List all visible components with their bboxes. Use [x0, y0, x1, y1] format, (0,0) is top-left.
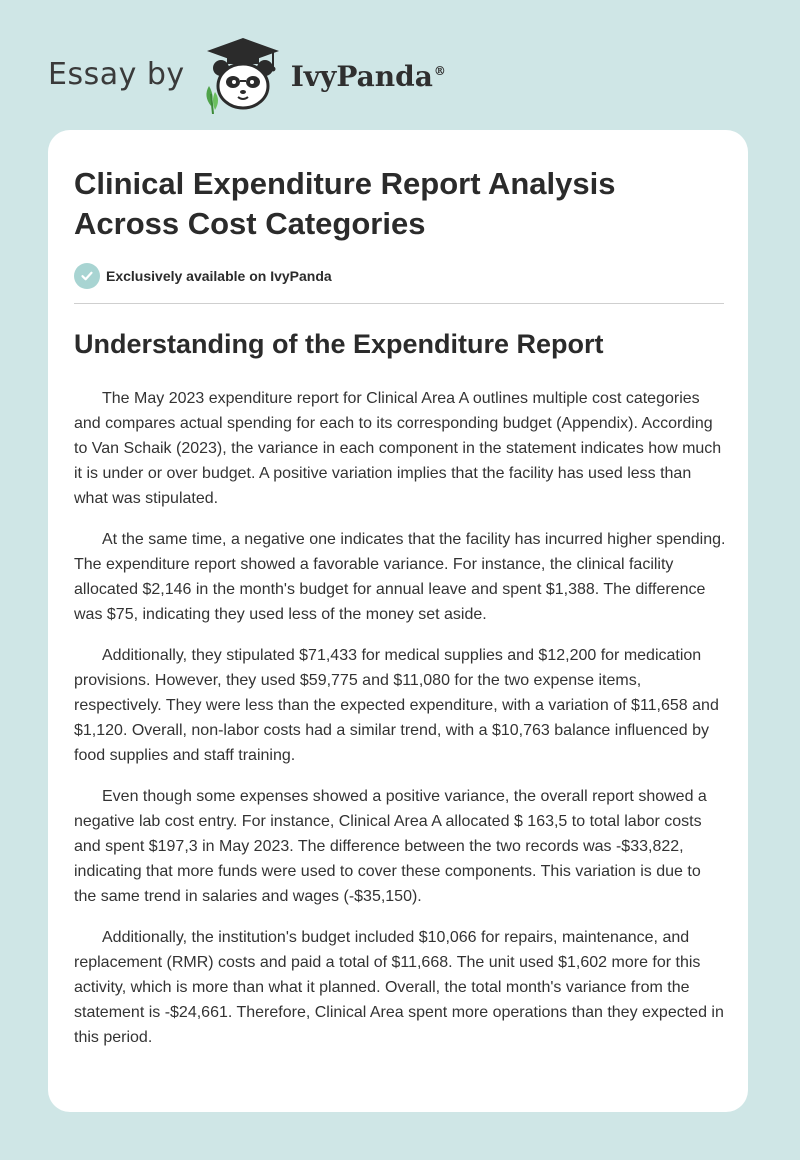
exclusive-badge	[74, 263, 332, 289]
check-icon	[74, 263, 100, 289]
site-header	[48, 34, 446, 114]
page-title: Clinical Expenditure Report Analysis Across Cost Categories	[74, 166, 616, 241]
brand-text: IvyPanda	[290, 59, 433, 93]
section-heading: Understanding of the Expenditure Report	[74, 329, 604, 359]
article-card	[48, 130, 748, 1112]
paragraph: Even though some expenses showed a positive variance, the overall report showed a negative lab cost entry. For instance, Clinical Area A allocated $ 163,5 to total labor costs and spent $197,3 in May 2023. The difference between the two records was -$33,822, indicating that more funds were used to cover these components. This variation is due to the same trend in salaries and wages (-$35,150).	[74, 788, 707, 905]
paragraph: The May 2023 expenditure report for Clinical Area A outlines multiple cost categories and compares actual spending for each to its corresponding budget (Appendix). According to Van Schaik (2023), the variance in each component in the statement indicates how much it is under or over budget. A positive variation implies that the facility has used less than what was stipulated.	[74, 390, 722, 507]
article-body	[74, 386, 726, 1066]
paragraph: Additionally, they stipulated $71,433 for medical supplies and $12,200 for medication provisions. However, they used $59,775 and $11,080 for the two expense items, respectively. They were less than the expected expenditure, with a variation of $11,658 and $1,120. Overall, non-labor costs had a similar trend, with a $10,763 balance influenced by food supplies and staff training.	[74, 647, 719, 764]
essay-by-label: Essay by	[48, 56, 185, 92]
exclusive-badge-label: Exclusively available on IvyPanda	[106, 268, 332, 284]
paragraph: Additionally, the institution's budget included $10,066 for repairs, maintenance, and replacement (RMR) costs and paid a total of $11,668. The unit used $1,602 more for this activity, which is more than what it planned. Overall, the total month's variance from the statement is -$24,661. Therefore, Clinical Area spent more operations than they expected in this period.	[74, 929, 724, 1046]
paragraph: At the same time, a negative one indicates that the facility has incurred higher spending. The expenditure report showed a favorable variance. For instance, the clinical facility allocated $2,146 in the month's budget for annual leave and spent $1,388. The difference was $75, indicating they used less of the money set aside.	[74, 531, 726, 623]
brand-name[interactable]	[291, 60, 446, 93]
divider	[74, 303, 724, 304]
registered-mark: ®	[433, 64, 446, 79]
panda-logo-icon[interactable]	[199, 34, 287, 114]
